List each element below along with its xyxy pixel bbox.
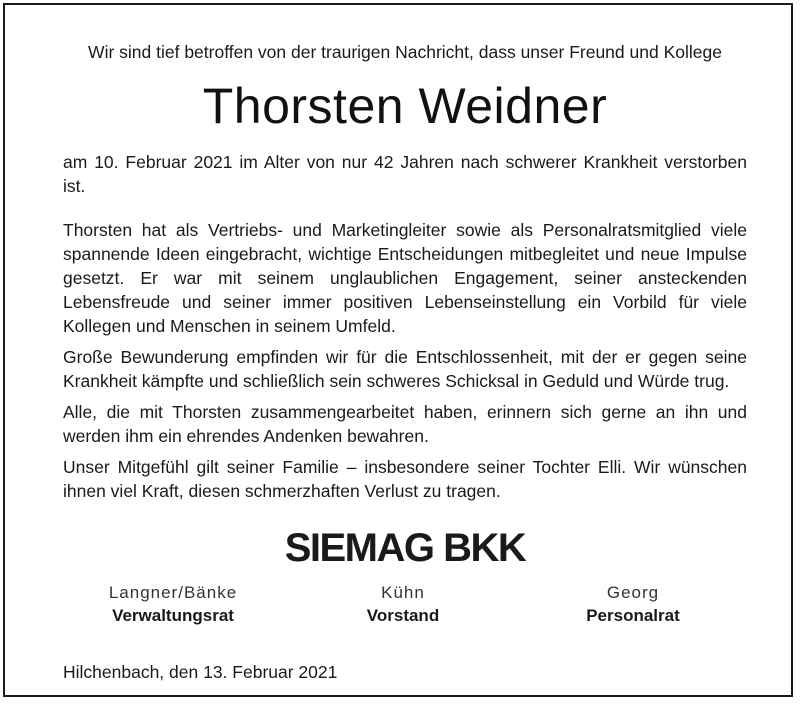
signer-name: Langner/Bänke <box>108 583 238 602</box>
notice-content <box>63 5 747 684</box>
company-logo: SIEMAG BKK <box>284 526 526 570</box>
paragraph-sympathy: Unser Mitgefühl gilt seiner Familie – insbesondere seiner Tochter Elli. Wir wünschen ihnen viel Kraft, diesen schmerzhaften Verlust zu tragen. <box>63 457 747 501</box>
signers <box>63 581 747 637</box>
signer-name: Kühn <box>381 583 425 602</box>
notice-frame <box>3 3 793 697</box>
signer-role: Personalrat <box>586 606 680 625</box>
place-date: Hilchenbach, den 13. Februar 2021 <box>63 662 338 682</box>
signer-staff-council <box>523 581 743 627</box>
death-statement: am 10. Februar 2021 im Alter von nur 42 Jahren nach schwerer Krankheit verstorben ist. <box>63 152 747 196</box>
signer-executive <box>293 581 513 627</box>
paragraph-memory: Alle, die mit Thorsten zusammengearbeitet haben, erinnern sich gerne an ihn und werden ihm ein ehrendes Andenken bewahren. <box>63 402 747 446</box>
signer-name: Georg <box>606 583 660 602</box>
paragraph-admiration: Große Bewunderung empfinden wir für die Entschlossenheit, mit der er gegen seine Krankheit kämpfte und schließlich sein schweres Schicksal in Geduld und Würde trug. <box>63 347 747 391</box>
deceased-name: Thorsten Weidner <box>202 78 608 134</box>
intro-text: Wir sind tief betroffen von der traurigen Nachricht, dass unser Freund und Kollege <box>88 42 722 62</box>
paragraph-career: Thorsten hat als Vertriebs- und Marketingleiter sowie als Personalratsmitglied viele spannende Ideen eingebracht, wichtige Entscheidungen mitbegleitet und neue Impulse gesetzt. Er war mit seinem unglaublichen Engagement, seiner ansteckenden Lebensfreude und seiner immer positiven Lebenseinstellung ein Vorbild für viele Kollegen und Menschen in seinem Umfeld. <box>63 220 747 336</box>
signer-board <box>63 581 283 627</box>
signer-role: Vorstand <box>366 606 440 625</box>
signer-role: Verwaltungsrat <box>112 606 234 625</box>
